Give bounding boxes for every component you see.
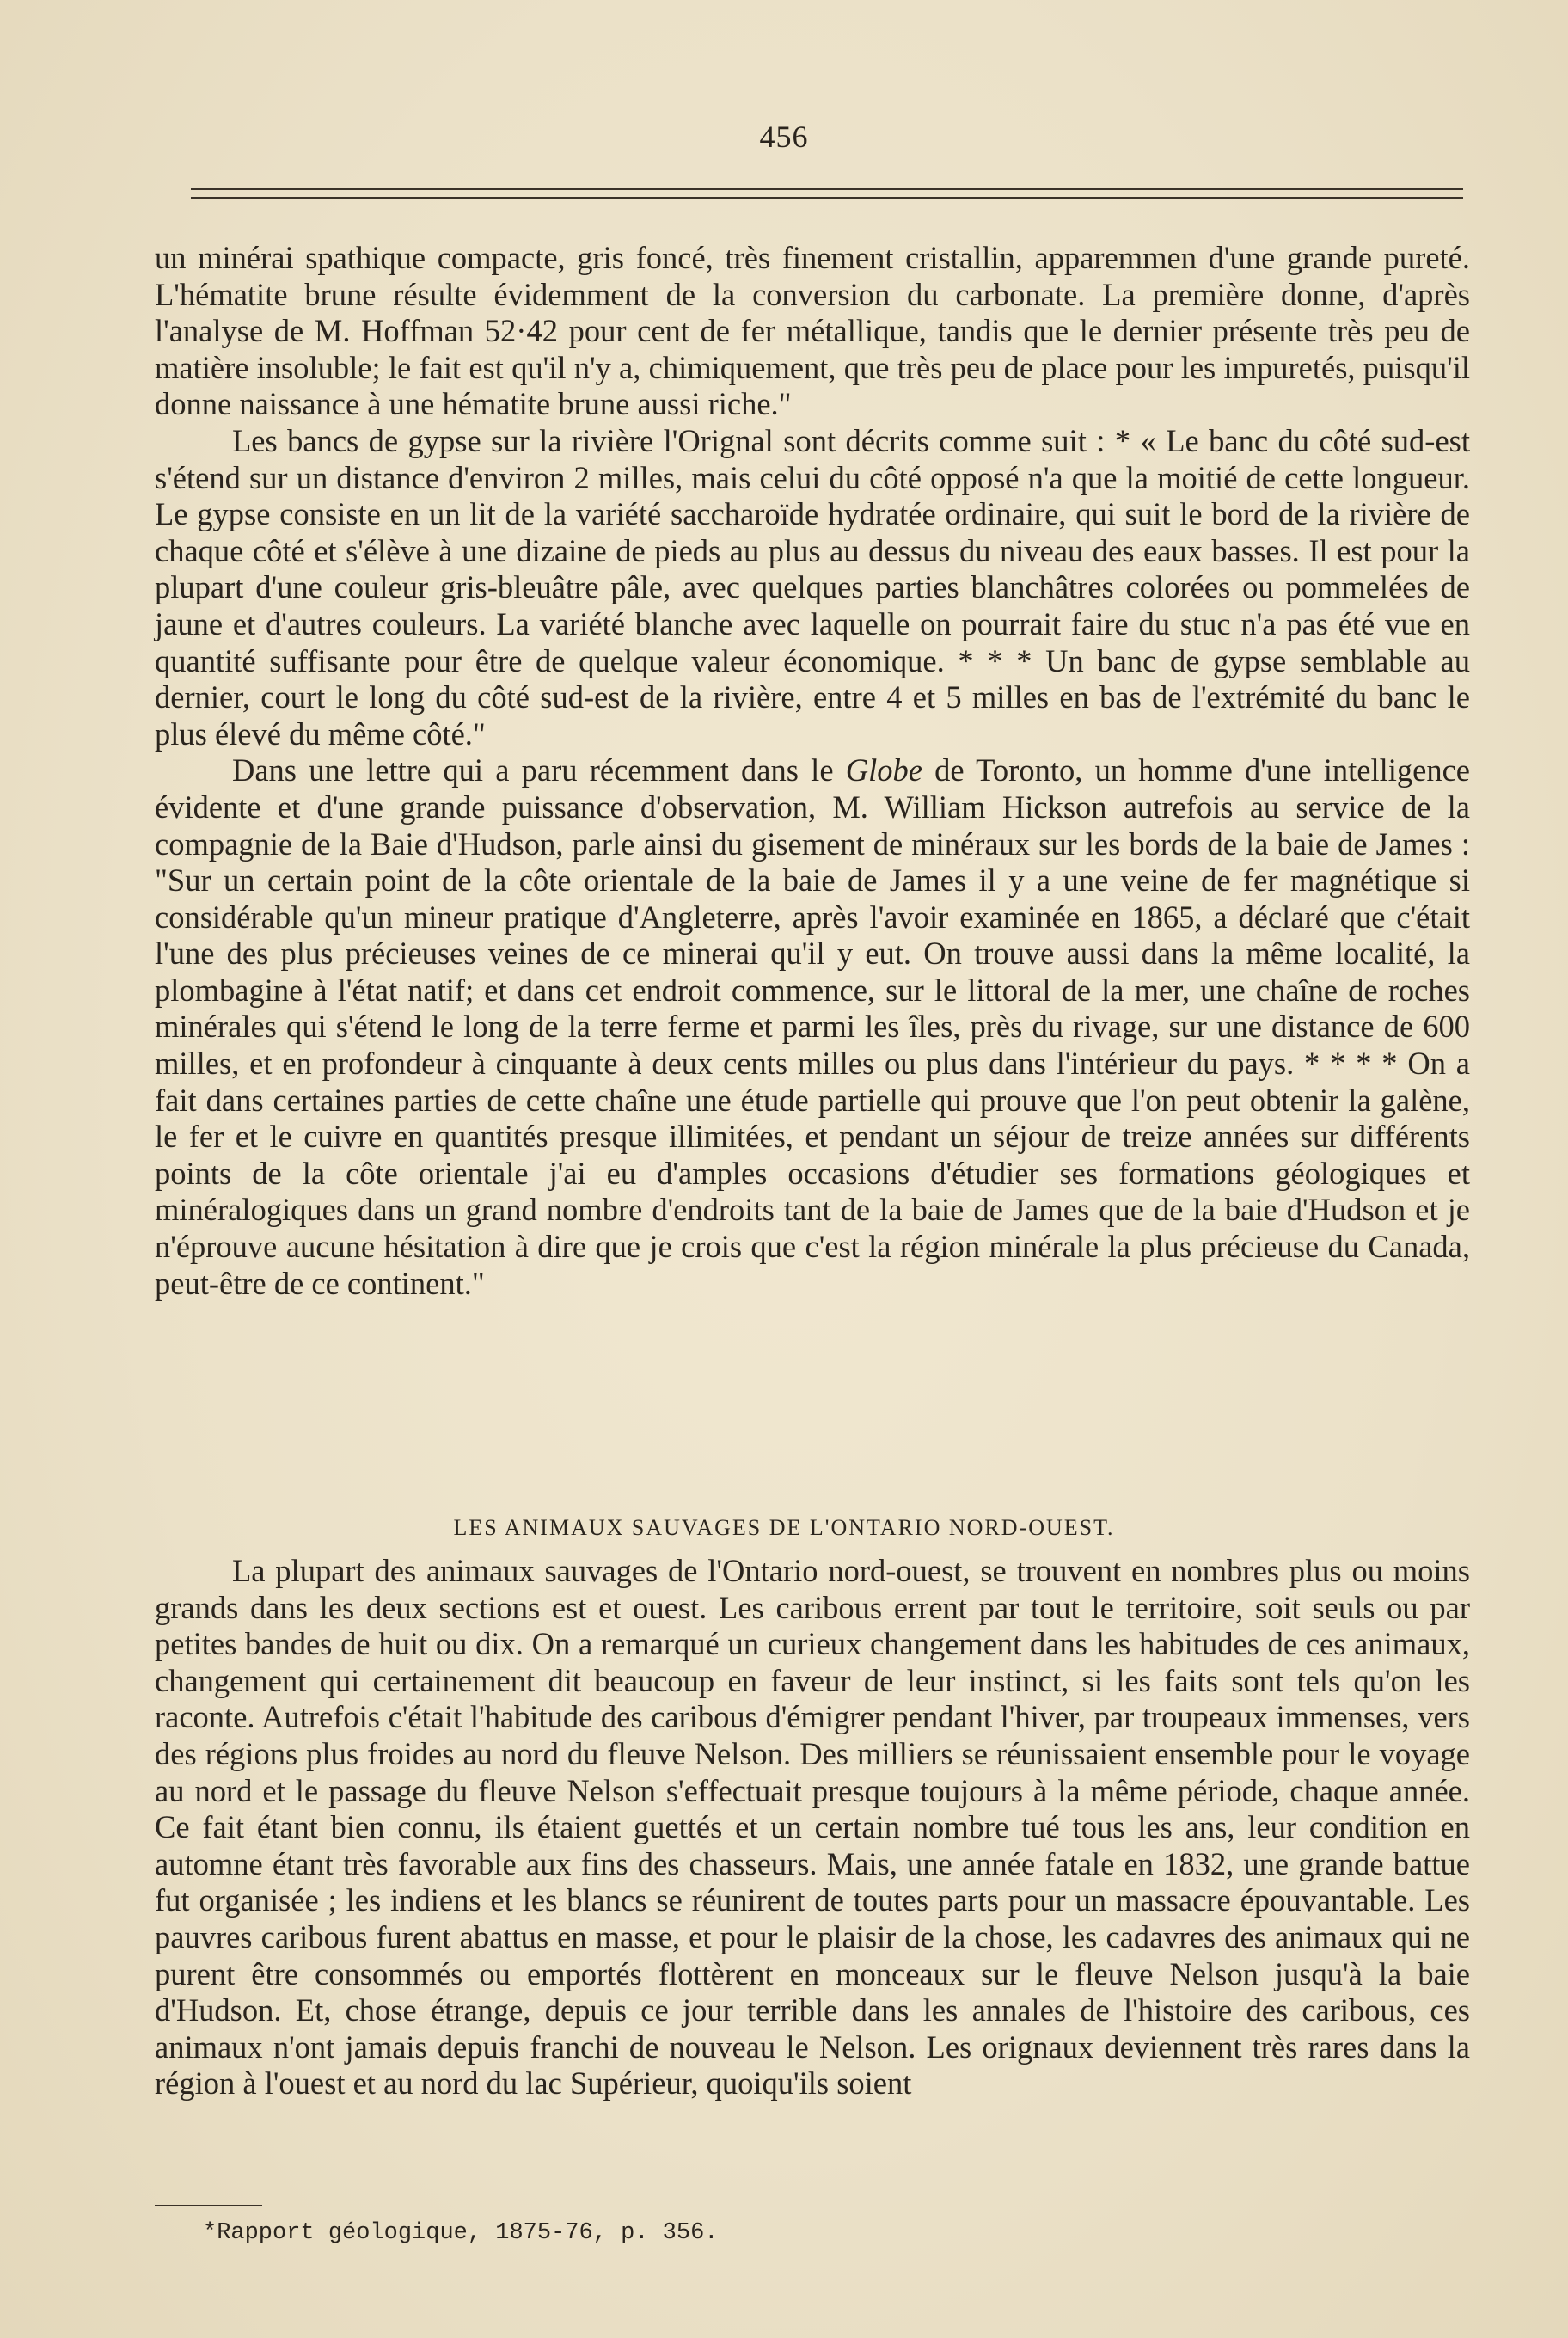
header-rule-top [191, 188, 1463, 190]
bottom-text-block [155, 1553, 1470, 2102]
footnote-rule [155, 2205, 262, 2206]
section-heading: LES ANIMAUX SAUVAGES DE L'ONTARIO NORD-OUEST. [453, 1515, 1115, 1540]
paragraph-globe-letter [155, 752, 1470, 1302]
footnote: *Rapport géologique, 1875-76, p. 356. [203, 2220, 719, 2246]
globe-text-after: de Toronto, un homme d'une intelligence évidente et d'une grande puissance d'observation, M. William Hickson autrefois au service de la compagnie de la Baie d'Hudson, parle ainsi du gisement de minéraux sur les bords de la baie de James : "Sur un certain point de la côte orientale de la baie de James il y a une veine de fer magnétique si considérable qu'un mineur pratique d'Angleterre, après l'avoir examinée en 1865, a déclaré que c'était l'une des plus précieuses veines de ce minerai qu'il y eut. On trouve aussi dans la même localité, la plombagine à l'état natif; et dans cet endroit commence, sur le littoral de la mer, une chaîne de roches minérales qui s'étend le long de la terre ferme et parmi les îles, près du rivage, sur une distance de 600 milles, et en profondeur à cinquante à deux cents milles ou plus dans l'intérieur du pays. * * * * On a fait dans certaines parties de cette chaîne une étude partielle qui prouve que l'on peut obtenir la galène, le fer et le cuivre en quantités presque illimitées, et pendant un séjour de treize années sur différents points de la côte orientale j'ai eu d'amples occasions d'étudier ses formations géologiques et minéralogiques dans un grand nombre d'endroits tant de la baie de James que de la baie d'Hudson et je n'éprouve aucune hésitation à dire que je crois que c'est la région minérale la plus précieuse du Canada, peut-être de ce continent." [155, 752, 1470, 1301]
globe-text-before: Dans une lettre qui a paru récemment dans le [232, 752, 846, 789]
paragraph-animaux: La plupart des animaux sauvages de l'Ontario nord-ouest, se trouvent en nombres plus ou moins grands dans les deux sections est et ouest. Les caribous errent par tout le territoire, soit seuls ou par petites bandes de huit ou dix. On a remarqué un curieux changement dans les habitudes de ces animaux, changement qui certainement dit beaucoup en faveur de leur instinct, si les faits sont tels qu'on les raconte. Autrefois c'était l'habitude des caribous d'émigrer pendant l'hiver, par troupeaux immenses, vers des régions plus froides au nord du fleuve Nelson. Des milliers se réunissaient ensemble pour le voyage au nord et le passage du fleuve Nelson s'effectuait presque toujours à la même période, chaque année. Ce fait étant bien connu, ils étaient guettés et un certain nombre tué tous les ans, leur condition en automne étant très favorable aux fins des chasseurs. Mais, une année fatale en 1832, une grande battue fut organisée ; les indiens et les blancs se réunirent de toutes parts pour un massacre épouvantable. Les pauvres caribous furent abattus en masse, et pour le plaisir de la chose, les cadavres des animaux qui ne purent être consommés ou emportés flottèrent en monceaux sur le fleuve Nelson jusqu'à la baie d'Hudson. Et, chose étrange, depuis ce jour terrible dans les annales de l'histoire des caribous, ces animaux n'ont jamais depuis franchi de nouveau le Nelson. Les orignaux deviennent très rares dans la région à l'ouest et au nord du lac Supérieur, quoiqu'ils soient [155, 1553, 1470, 2102]
page-number: 456 [759, 120, 809, 154]
newspaper-name: Globe [845, 752, 922, 789]
paragraph-hematite: un minérai spathique compacte, gris foncé, très finement cristallin, apparemmen d'une grande pureté. L'hématite brune résulte évidemment de la conversion du carbonate. La première donne, d'après l'analyse de M. Hoffman 52·42 pour cent de fer métallique, tandis que le dernier présente très peu de matière insoluble; le fait est qu'il n'y a, chimiquement, que très peu de place pour les impuretés, puisqu'il donne naissance à une hématite brune aussi riche." [155, 240, 1470, 422]
header-rule-bottom [191, 197, 1463, 199]
top-text-block [155, 240, 1470, 1302]
paragraph-gypse: Les bancs de gypse sur la rivière l'Orignal sont décrits comme suit : * « Le banc du côté sud-est s'étend sur un distance d'environ 2 milles, mais celui du côté opposé n'a que la moitié de cette longueur. Le gypse consiste en un lit de la variété saccharoïde hydratée ordinaire, qui suit le bord de la rivière de chaque côté et s'élève à une dizaine de pieds au plus au dessus du niveau des eaux basses. Il est pour la plupart d'une couleur gris-bleuâtre pâle, avec quelques parties blanchâtres colorées ou pommelées de jaune et d'autres couleurs. La variété blanche avec laquelle on pourrait faire du stuc n'a pas été vue en quantité suffisante pour être de quelque valeur économique. * * * Un banc de gypse semblable au dernier, court le long du côté sud-est de la rivière, entre 4 et 5 milles en bas de l'extrémité du banc le plus élevé du même côté." [155, 422, 1470, 752]
